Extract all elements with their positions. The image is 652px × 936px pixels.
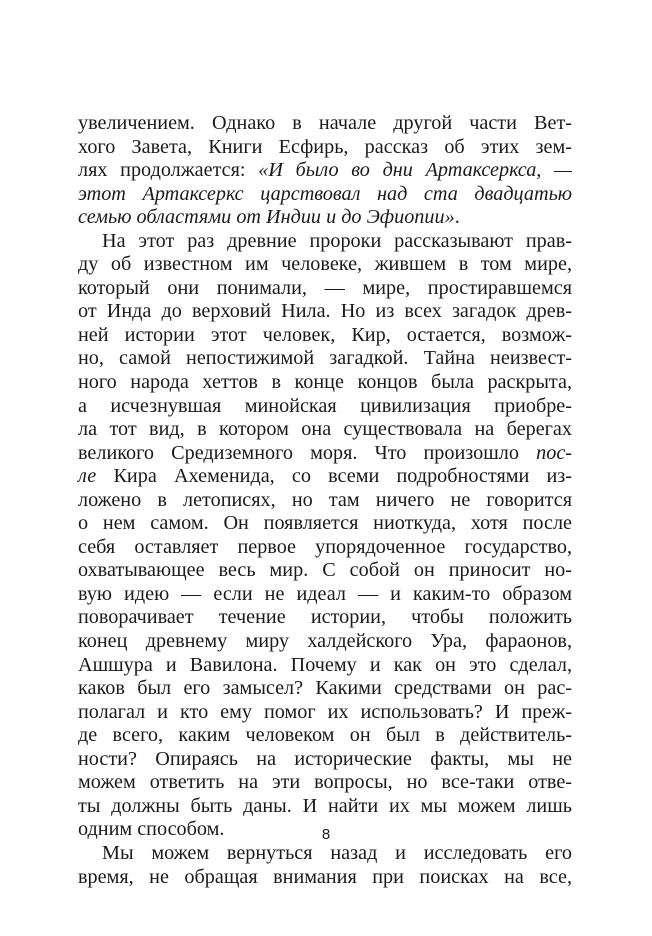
text-segment: На этот раз древние пророки рассказывают прав- — [102, 229, 572, 252]
text-segment: вую идею — если не идеал — и каким-то образом — [78, 582, 572, 605]
text-segment: можем ответить на эти вопросы, но все-таки отве- — [78, 771, 572, 794]
text-segment: ла тот вид, в котором она существовала на берегах — [78, 418, 572, 441]
text-segment: охватывающее весь мир. С собой он приносит но- — [78, 559, 572, 582]
text-line — [78, 300, 572, 324]
text-segment: поворачивает течение истории, чтобы положить — [78, 606, 572, 629]
text-segment: полагал и кто ему помог их использовать? И преж- — [78, 700, 572, 723]
text-line — [78, 630, 572, 654]
text-line — [78, 583, 572, 607]
text-segment: де всего, каким человеком он был в действитель- — [78, 724, 572, 747]
text-segment: который они понимали, — мире, простиравшемся — [78, 276, 572, 299]
text-segment: но, самой непостижимой загадкой. Тайна неизвест- — [78, 347, 572, 370]
text-line — [78, 512, 572, 536]
text-line — [78, 418, 572, 442]
text-line — [78, 654, 572, 678]
text-segment: Ашшура и Вавилона. Почему и как он это сделал, — [78, 653, 572, 676]
text-segment: ду об известном им человеке, жившем в том мире, — [78, 253, 572, 276]
page-text-block — [78, 112, 572, 889]
text-line — [78, 159, 572, 183]
text-segment: а исчезнувшая минойская цивилизация приобре- — [78, 394, 572, 417]
text-segment: лях продолжается: — [78, 159, 259, 182]
italic-text-segment: пос- — [536, 441, 572, 464]
text-line — [78, 701, 572, 725]
text-line — [78, 395, 572, 419]
text-segment: от Инда до верховий Нила. Но из всех загадок древ- — [78, 300, 572, 323]
text-line — [78, 324, 572, 348]
text-line — [78, 771, 572, 795]
text-segment: ней истории этот человек, Кир, остается, возмож- — [78, 323, 572, 346]
text-segment: себя оставляет первое упорядоченное государство, — [78, 535, 572, 558]
text-line — [78, 206, 572, 230]
text-line — [78, 112, 572, 136]
text-line — [78, 536, 572, 560]
text-segment: . — [454, 206, 460, 229]
text-line — [78, 842, 572, 866]
text-segment: увеличением. Однако в начале другой части Вет- — [78, 112, 572, 134]
text-segment: хого Завета, Книги Есфирь, рассказ об этих зем- — [78, 135, 572, 158]
text-segment: ты должны быть даны. И найти их мы можем лишь — [78, 794, 572, 817]
page-number: 8 — [321, 826, 331, 843]
text-line — [78, 230, 572, 254]
text-line — [78, 795, 572, 819]
text-line — [78, 677, 572, 701]
italic-text-segment: ле — [78, 465, 97, 488]
text-segment: о нем самом. Он появляется ниоткуда, хотя после — [78, 512, 572, 535]
text-segment: великого Средиземного моря. Что произошло — [78, 441, 537, 464]
text-line — [78, 606, 572, 630]
text-segment: ложено в летописях, но там ничего не говорится — [78, 488, 572, 511]
text-line — [78, 465, 572, 489]
text-line — [78, 724, 572, 748]
text-line — [78, 347, 572, 371]
text-line — [78, 371, 572, 395]
text-line — [78, 277, 572, 301]
text-line — [78, 559, 572, 583]
text-line — [78, 748, 572, 772]
text-segment: Кира Ахеменида, со всеми подробностями из- — [96, 465, 572, 488]
text-segment: конец древнему миру халдейского Ура, фараонов, — [78, 630, 572, 653]
text-segment: ности? Опираясь на исторические факты, мы не — [78, 747, 572, 770]
text-segment: ного народа хеттов в конце концов была раскрыта, — [78, 371, 572, 394]
text-segment: каков был его замысел? Какими средствами он рас- — [78, 677, 572, 700]
text-line — [78, 489, 572, 513]
text-segment: Мы можем вернуться назад и исследовать его — [102, 841, 572, 864]
text-line — [78, 866, 572, 890]
text-line — [78, 442, 572, 466]
text-line — [78, 253, 572, 277]
italic-text-segment: семью областями от Индии и до Эфиопии» — [78, 206, 455, 229]
text-line — [78, 183, 572, 207]
text-line — [78, 136, 572, 160]
italic-text-segment: этот Артаксеркс царствовал над ста двадцатью — [78, 182, 572, 205]
italic-text-segment: «И было во дни Артаксеркса, — — [258, 159, 572, 182]
text-segment: время, не обращая внимания при поисках на все, — [78, 865, 572, 888]
text-segment: одним способом. — [78, 818, 225, 841]
